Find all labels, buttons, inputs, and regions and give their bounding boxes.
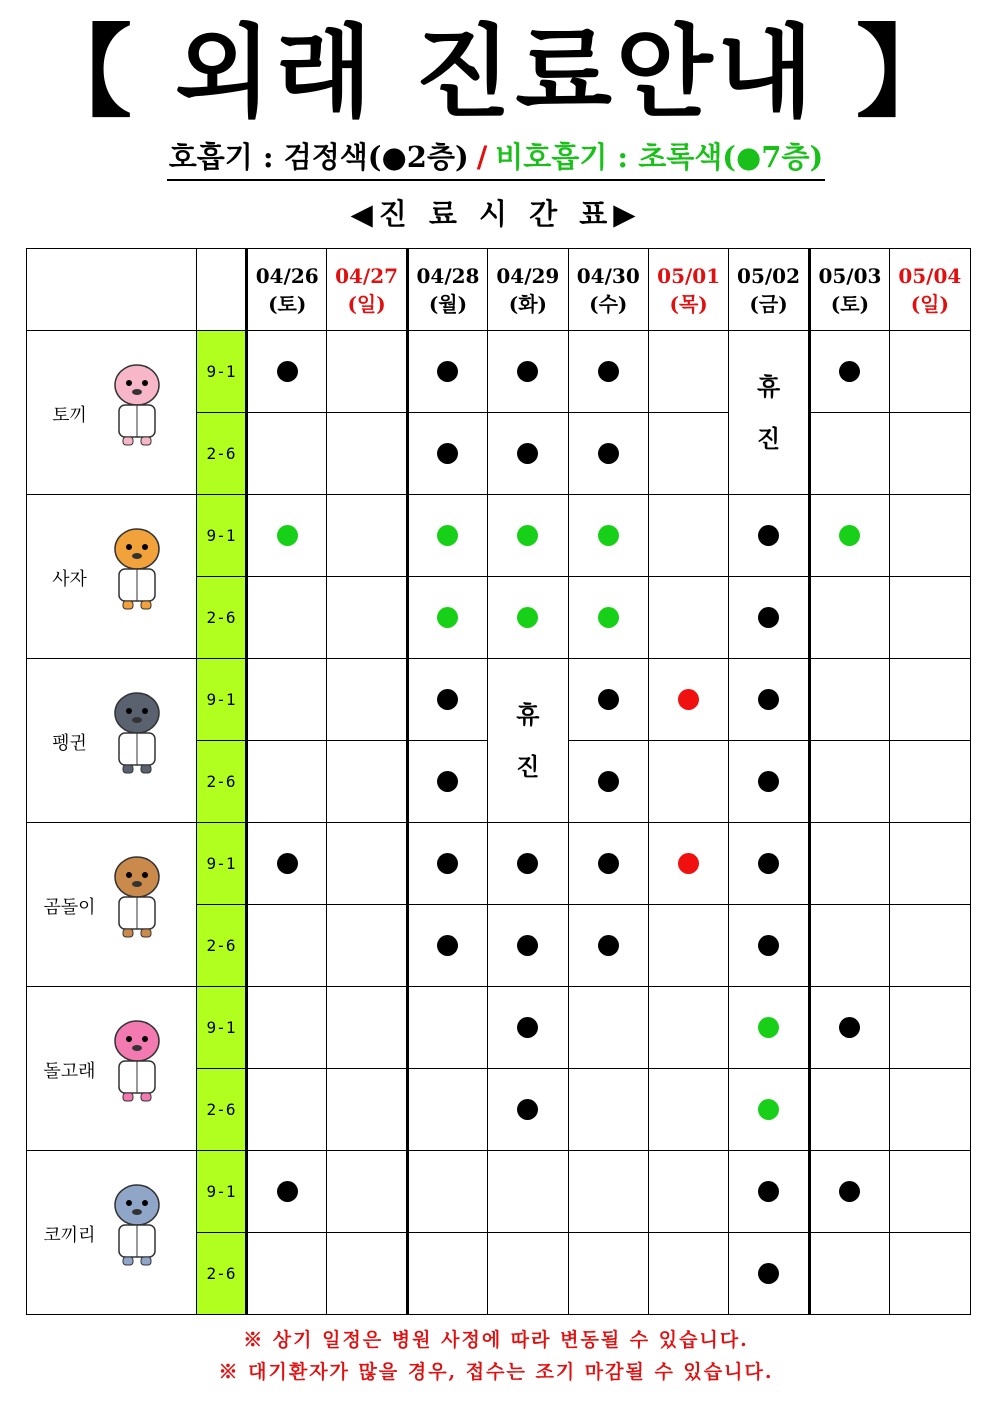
schedule-cell bbox=[890, 741, 970, 823]
schedule-cell bbox=[327, 577, 407, 659]
schedule-cell bbox=[729, 1233, 809, 1315]
schedule-cell bbox=[648, 987, 728, 1069]
schedule-cell bbox=[890, 577, 970, 659]
time-slot-label: 9-1 bbox=[197, 331, 247, 413]
black-dot-icon bbox=[758, 1181, 779, 1202]
schedule-cell bbox=[648, 905, 728, 987]
schedule-cell bbox=[327, 987, 407, 1069]
schedule-row bbox=[27, 331, 971, 413]
green-dot-icon bbox=[517, 607, 538, 628]
schedule-cell bbox=[488, 495, 568, 577]
schedule-cell bbox=[407, 741, 487, 823]
green-dot-icon bbox=[517, 525, 538, 546]
date-label: 05/02 bbox=[737, 263, 801, 288]
schedule-row bbox=[27, 659, 971, 741]
schedule-cell bbox=[327, 659, 407, 741]
time-slot-label: 2-6 bbox=[197, 1233, 247, 1315]
schedule-cell bbox=[809, 331, 889, 413]
black-dot-icon bbox=[517, 443, 538, 464]
schedule-cell bbox=[247, 659, 327, 741]
schedule-cell bbox=[729, 659, 809, 741]
note-2: ※ 대기환자가 많을 경우, 접수는 조기 마감될 수 있습니다. bbox=[218, 1361, 774, 1383]
doctor-cell bbox=[27, 987, 197, 1151]
header-date bbox=[327, 249, 407, 331]
doctor-name: 곰돌이 bbox=[43, 897, 96, 918]
schedule-cell bbox=[247, 495, 327, 577]
closed-char: 진 bbox=[516, 751, 540, 781]
schedule-row bbox=[27, 1151, 971, 1233]
header-date bbox=[890, 249, 970, 331]
black-dot-icon bbox=[598, 853, 619, 874]
schedule-cell bbox=[247, 741, 327, 823]
black-dot-icon bbox=[277, 1181, 298, 1202]
weekday-label: (월) bbox=[428, 291, 468, 316]
schedule-cell bbox=[890, 987, 970, 1069]
schedule-cell bbox=[488, 413, 568, 495]
schedule-cell bbox=[407, 1233, 487, 1315]
time-slot-label: 2-6 bbox=[197, 413, 247, 495]
header-date bbox=[648, 249, 728, 331]
weekday-label: (토) bbox=[268, 291, 307, 316]
schedule-cell bbox=[327, 331, 407, 413]
weekday-label: (금) bbox=[749, 291, 788, 316]
schedule-cell bbox=[247, 1233, 327, 1315]
black-dot-icon bbox=[277, 361, 298, 382]
black-dot-icon bbox=[839, 361, 860, 382]
green-dot-icon bbox=[437, 607, 458, 628]
doctor-cell bbox=[27, 331, 197, 495]
schedule-cell bbox=[247, 987, 327, 1069]
schedule-cell bbox=[648, 331, 728, 413]
schedule-cell bbox=[568, 905, 648, 987]
schedule-cell bbox=[247, 577, 327, 659]
schedule-cell bbox=[407, 905, 487, 987]
date-label: 04/29 bbox=[496, 263, 560, 288]
schedule-cell bbox=[890, 1233, 970, 1315]
black-dot-icon bbox=[839, 1017, 860, 1038]
weekday-label: (토) bbox=[830, 291, 870, 316]
schedule-cell bbox=[648, 823, 728, 905]
schedule-cell bbox=[809, 577, 889, 659]
schedule-cell bbox=[407, 987, 487, 1069]
schedule-cell bbox=[488, 331, 568, 413]
black-dot-icon bbox=[758, 935, 779, 956]
schedule-cell bbox=[568, 577, 648, 659]
schedule-cell bbox=[247, 331, 327, 413]
header-corner bbox=[27, 249, 197, 331]
schedule-cell bbox=[247, 1151, 327, 1233]
green-dot-icon bbox=[598, 525, 619, 546]
schedule-cell bbox=[648, 1069, 728, 1151]
black-dot-icon bbox=[839, 1181, 860, 1202]
schedule-cell bbox=[729, 1069, 809, 1151]
black-dot-icon bbox=[437, 361, 458, 382]
schedule-cell bbox=[327, 823, 407, 905]
date-label: 04/27 bbox=[335, 263, 399, 288]
schedule-cell bbox=[247, 823, 327, 905]
schedule-cell bbox=[890, 905, 970, 987]
schedule-cell bbox=[327, 1233, 407, 1315]
schedule-cell bbox=[488, 1151, 568, 1233]
schedule-cell bbox=[729, 905, 809, 987]
black-dot-icon bbox=[758, 689, 779, 710]
date-label: 05/04 bbox=[898, 263, 962, 288]
date-label: 05/03 bbox=[818, 263, 882, 288]
schedule-cell bbox=[407, 1151, 487, 1233]
schedule-cell bbox=[809, 1233, 889, 1315]
schedule-cell bbox=[568, 987, 648, 1069]
doctor-cell bbox=[27, 1151, 197, 1315]
doctor-name: 토끼 bbox=[52, 405, 87, 426]
black-dot-icon bbox=[437, 443, 458, 464]
schedule-cell bbox=[648, 1151, 728, 1233]
schedule-subtitle: ◀진 료 시 간 표▶ bbox=[350, 197, 642, 231]
black-dot-icon bbox=[598, 771, 619, 792]
date-label: 04/28 bbox=[416, 263, 480, 288]
schedule-cell bbox=[809, 413, 889, 495]
schedule-cell bbox=[648, 659, 728, 741]
page-title: 【 외래 진료안내 】 bbox=[31, 14, 961, 131]
time-slot-label: 9-1 bbox=[197, 1151, 247, 1233]
schedule-cell bbox=[729, 823, 809, 905]
doctor-name: 펭귄 bbox=[52, 733, 87, 754]
green-dot-icon bbox=[839, 525, 860, 546]
schedule-cell bbox=[407, 413, 487, 495]
legend bbox=[0, 137, 992, 181]
header-date bbox=[407, 249, 487, 331]
time-slot-label: 2-6 bbox=[197, 905, 247, 987]
schedule-cell bbox=[648, 741, 728, 823]
schedule-cell bbox=[327, 495, 407, 577]
black-dot-icon bbox=[437, 689, 458, 710]
schedule-cell bbox=[488, 987, 568, 1069]
black-dot-icon bbox=[517, 1099, 538, 1120]
closed-char: 진 bbox=[756, 423, 781, 453]
black-dot-icon bbox=[598, 443, 619, 464]
schedule-cell bbox=[568, 331, 648, 413]
schedule-cell bbox=[890, 1151, 970, 1233]
schedule-cell bbox=[327, 741, 407, 823]
schedule-cell bbox=[890, 1069, 970, 1151]
schedule-cell bbox=[890, 495, 970, 577]
date-label: 05/01 bbox=[657, 263, 721, 288]
doctor-name: 사자 bbox=[52, 569, 87, 590]
schedule-cell bbox=[247, 905, 327, 987]
time-slot-label: 9-1 bbox=[197, 987, 247, 1069]
doctor-name: 돌고래 bbox=[43, 1061, 96, 1082]
header-date bbox=[247, 249, 327, 331]
schedule-cell bbox=[890, 823, 970, 905]
schedule-cell bbox=[247, 413, 327, 495]
header-date bbox=[568, 249, 648, 331]
legend-separator: / bbox=[476, 140, 488, 174]
time-slot-label: 9-1 bbox=[197, 823, 247, 905]
schedule-cell bbox=[407, 823, 487, 905]
schedule-cell bbox=[890, 659, 970, 741]
schedule-cell bbox=[648, 577, 728, 659]
green-dot-icon bbox=[598, 607, 619, 628]
schedule-cell bbox=[809, 495, 889, 577]
schedule-cell bbox=[407, 1069, 487, 1151]
schedule-cell bbox=[568, 1069, 648, 1151]
doctor-cell bbox=[27, 495, 197, 659]
schedule-cell bbox=[729, 1151, 809, 1233]
black-dot-icon bbox=[437, 853, 458, 874]
black-dot-icon bbox=[437, 935, 458, 956]
schedule-cell bbox=[568, 741, 648, 823]
black-dot-icon bbox=[758, 525, 779, 546]
notes bbox=[0, 1324, 992, 1388]
doctor-cell bbox=[27, 659, 197, 823]
schedule-row bbox=[27, 987, 971, 1069]
schedule-cell bbox=[809, 987, 889, 1069]
note-1: ※ 상기 일정은 병원 사정에 따라 변동될 수 있습니다. bbox=[243, 1329, 749, 1351]
schedule-cell bbox=[729, 495, 809, 577]
schedule-cell bbox=[809, 741, 889, 823]
closed-char: 휴 bbox=[516, 699, 540, 729]
schedule-cell bbox=[488, 905, 568, 987]
schedule-cell bbox=[729, 987, 809, 1069]
header-date bbox=[488, 249, 568, 331]
green-dot-icon bbox=[758, 1099, 779, 1120]
doctor-name: 코끼리 bbox=[43, 1225, 96, 1246]
schedule-table bbox=[26, 248, 971, 1315]
schedule-cell bbox=[890, 413, 970, 495]
time-slot-label: 9-1 bbox=[197, 495, 247, 577]
doctor-cell bbox=[27, 823, 197, 987]
weekday-label: (수) bbox=[589, 291, 628, 316]
schedule-cell bbox=[407, 577, 487, 659]
black-dot-icon bbox=[517, 853, 538, 874]
schedule-cell bbox=[568, 413, 648, 495]
weekday-label: (일) bbox=[347, 291, 386, 316]
schedule-cell bbox=[568, 495, 648, 577]
black-dot-icon bbox=[517, 935, 538, 956]
schedule-cell bbox=[729, 577, 809, 659]
schedule-cell bbox=[407, 659, 487, 741]
weekday-label: (일) bbox=[910, 291, 949, 316]
black-dot-icon bbox=[437, 771, 458, 792]
schedule-cell bbox=[809, 823, 889, 905]
schedule-cell bbox=[568, 659, 648, 741]
schedule-cell bbox=[809, 905, 889, 987]
green-dot-icon bbox=[758, 1017, 779, 1038]
date-label: 04/26 bbox=[255, 263, 319, 288]
schedule-cell bbox=[247, 1069, 327, 1151]
schedule-cell bbox=[809, 1151, 889, 1233]
weekday-label: (화) bbox=[508, 291, 547, 316]
header-row bbox=[27, 249, 971, 331]
black-dot-icon bbox=[598, 361, 619, 382]
green-dot-icon bbox=[437, 525, 458, 546]
schedule-cell bbox=[648, 413, 728, 495]
black-dot-icon bbox=[598, 689, 619, 710]
schedule-cell bbox=[488, 1069, 568, 1151]
black-dot-icon bbox=[517, 361, 538, 382]
time-slot-label: 2-6 bbox=[197, 577, 247, 659]
time-slot-label: 2-6 bbox=[197, 1069, 247, 1151]
legend-non-respiratory: 비호흡기 : 초록색(●7층) bbox=[495, 140, 824, 174]
black-dot-icon bbox=[758, 853, 779, 874]
schedule-cell bbox=[890, 331, 970, 413]
closed-cell bbox=[729, 331, 809, 495]
black-dot-icon bbox=[758, 607, 779, 628]
header-date bbox=[729, 249, 809, 331]
green-dot-icon bbox=[277, 525, 298, 546]
time-slot-label: 2-6 bbox=[197, 741, 247, 823]
header-date bbox=[809, 249, 889, 331]
schedule-cell bbox=[327, 905, 407, 987]
schedule-row bbox=[27, 495, 971, 577]
black-dot-icon bbox=[277, 853, 298, 874]
black-dot-icon bbox=[758, 1263, 779, 1284]
schedule-row bbox=[27, 823, 971, 905]
schedule-cell bbox=[648, 495, 728, 577]
schedule-cell bbox=[648, 1233, 728, 1315]
schedule-cell bbox=[488, 823, 568, 905]
black-dot-icon bbox=[517, 1017, 538, 1038]
red-dot-icon bbox=[678, 853, 699, 874]
schedule-body bbox=[27, 331, 971, 1315]
schedule-cell bbox=[488, 1233, 568, 1315]
schedule-cell bbox=[407, 331, 487, 413]
weekday-label: (목) bbox=[669, 291, 708, 316]
closed-char: 휴 bbox=[756, 371, 781, 401]
closed-cell bbox=[488, 659, 568, 823]
schedule-cell bbox=[729, 741, 809, 823]
time-slot-label: 9-1 bbox=[197, 659, 247, 741]
date-label: 04/30 bbox=[576, 263, 640, 288]
schedule-cell bbox=[488, 577, 568, 659]
schedule-cell bbox=[407, 495, 487, 577]
legend-respiratory: 호흡기 : 검정색(●2층) bbox=[168, 140, 469, 174]
schedule-cell bbox=[327, 1069, 407, 1151]
schedule-cell bbox=[568, 1233, 648, 1315]
schedule-cell bbox=[809, 659, 889, 741]
schedule-cell bbox=[327, 1151, 407, 1233]
header-time-corner bbox=[197, 249, 247, 331]
black-dot-icon bbox=[598, 935, 619, 956]
black-dot-icon bbox=[758, 771, 779, 792]
schedule-cell bbox=[568, 1151, 648, 1233]
red-dot-icon bbox=[678, 689, 699, 710]
schedule-cell bbox=[568, 823, 648, 905]
schedule-cell bbox=[327, 413, 407, 495]
schedule-cell bbox=[809, 1069, 889, 1151]
